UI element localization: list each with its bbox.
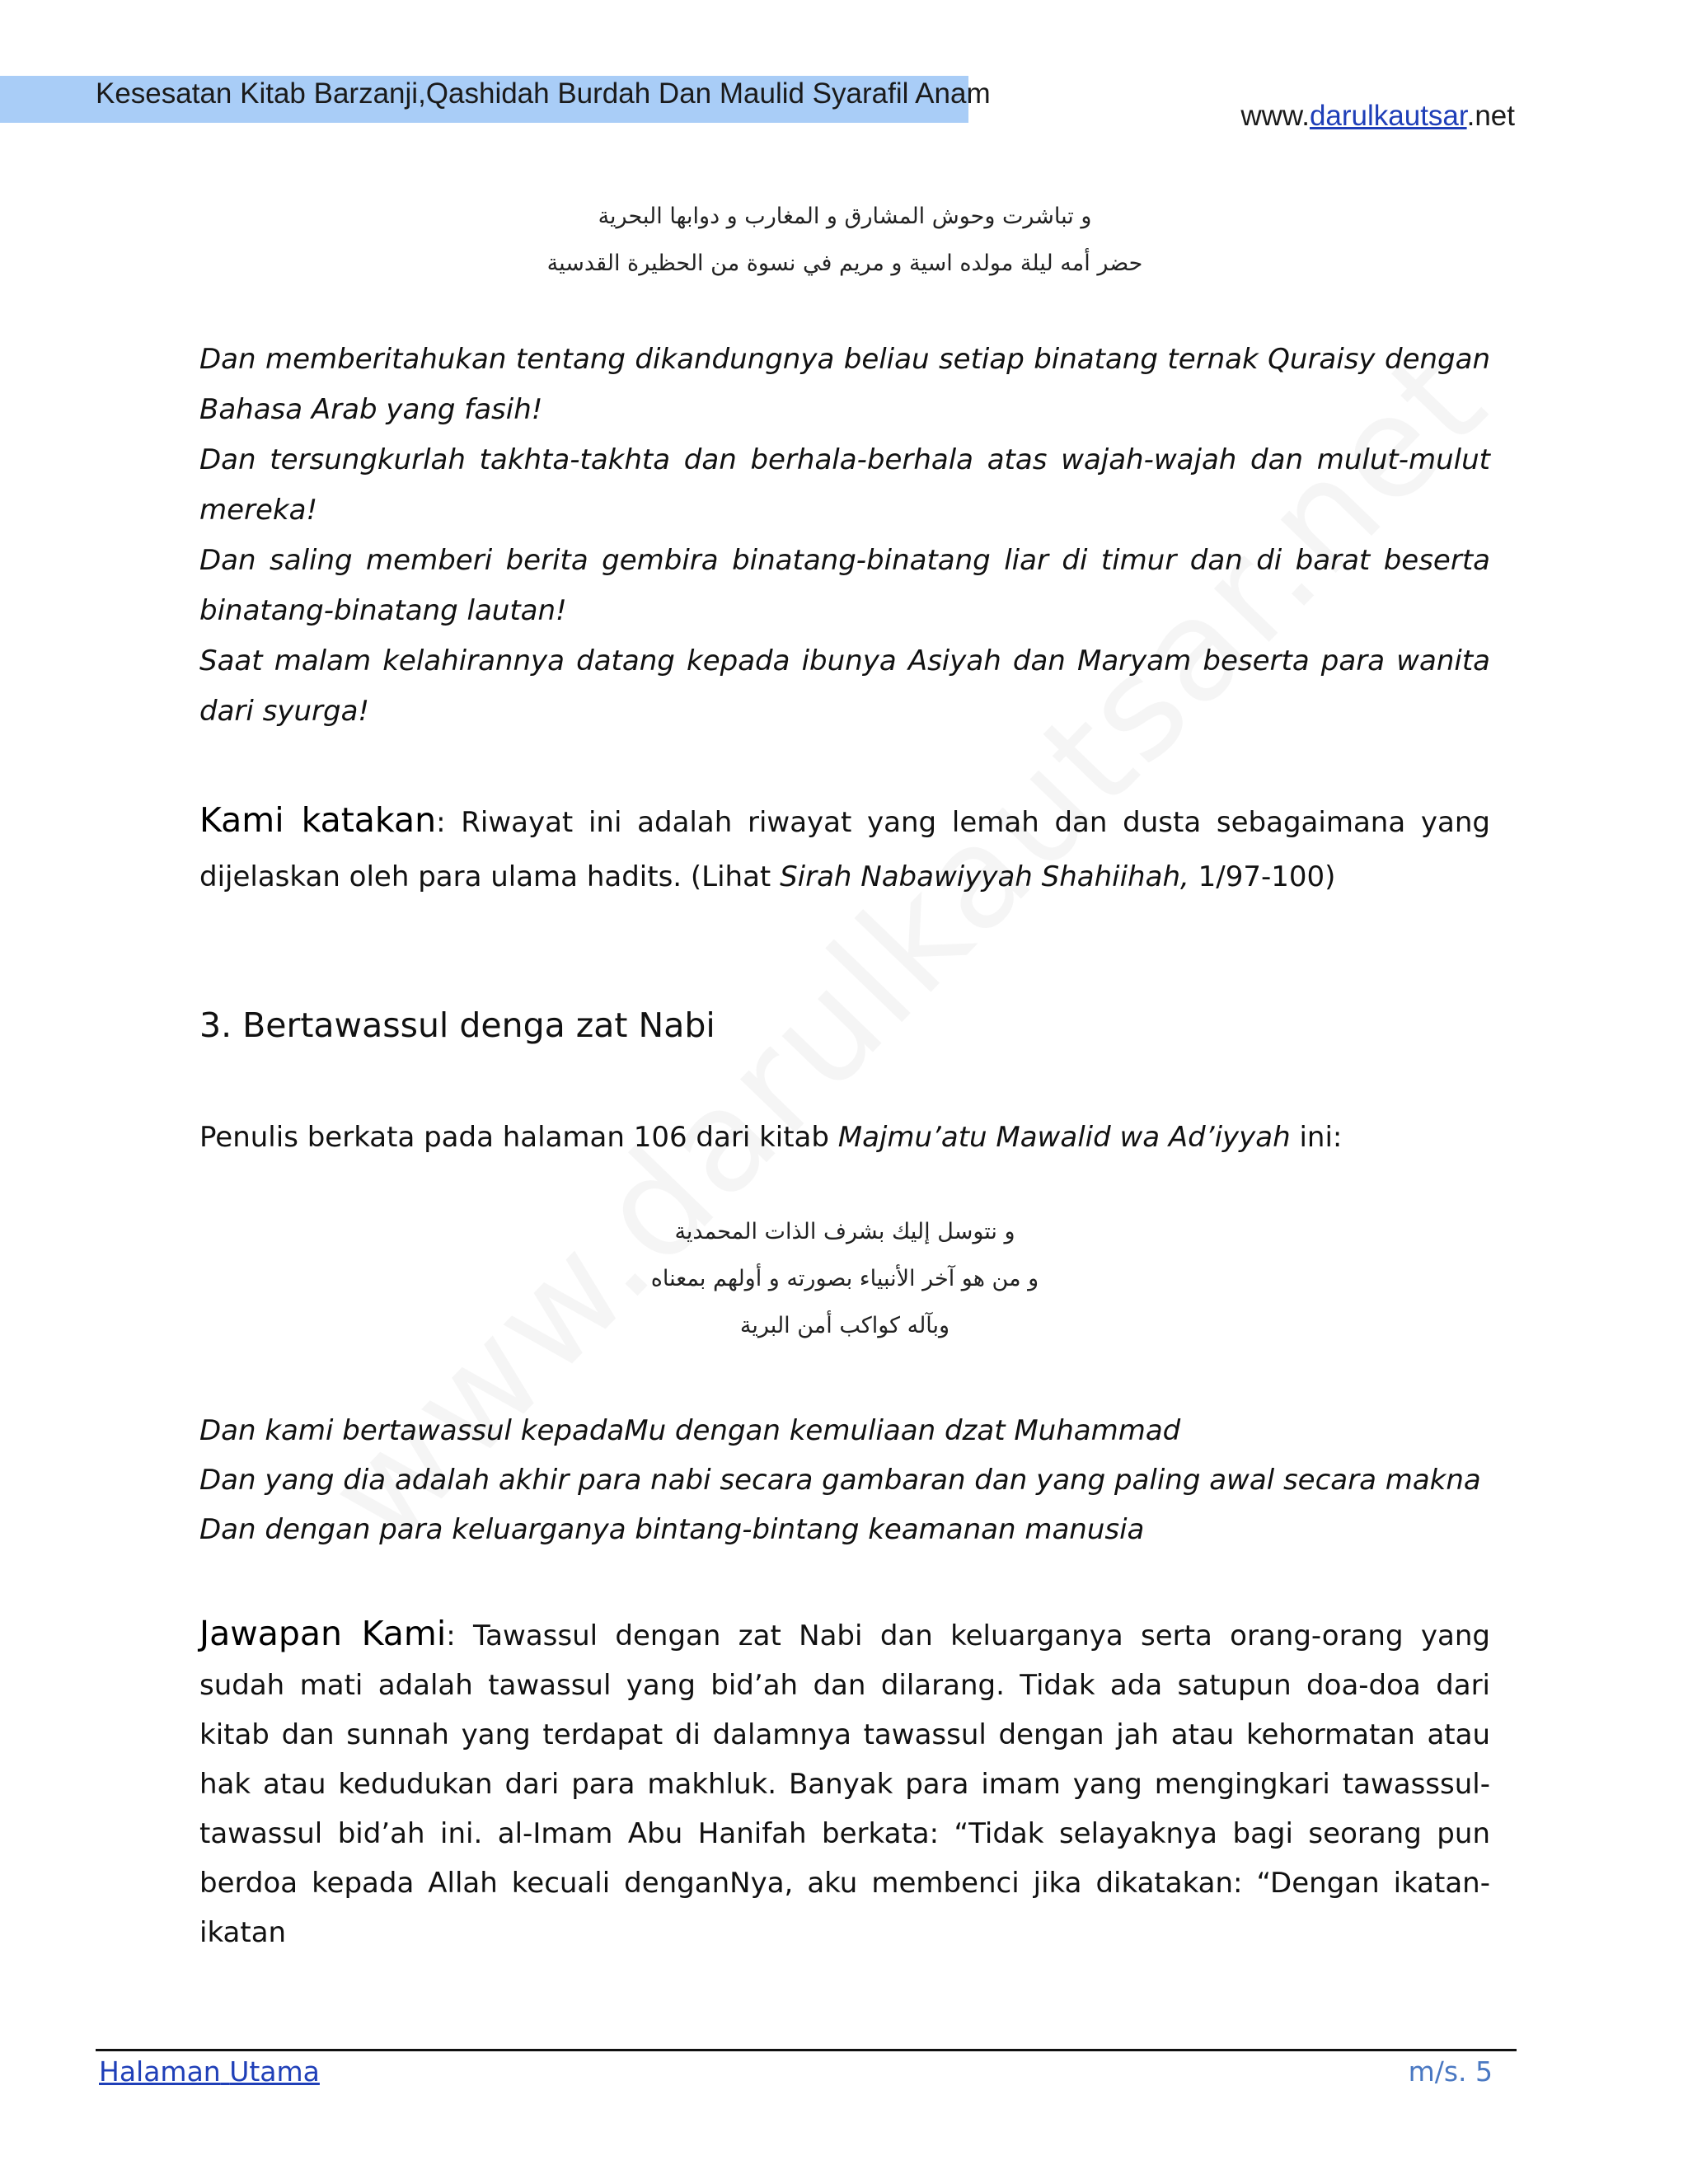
arabic-line: حضر أمه ليلة مولده اسية و مريم في نسوة من الحظيرة القدسية	[546, 251, 1143, 276]
translation-line: Dan dengan para keluarganya bintang-bintang keamanan manusia	[199, 1513, 1145, 1546]
document-title: Kesesatan Kitab Barzanji,Qashidah Burdah Dan Maulid Syarafil Anam	[96, 77, 991, 110]
comment-text: : Riwayat ini adalah riwayat yang lemah dan dusta sebagaimana yang dijelaskan oleh para ulama hadits. (Lihat	[199, 806, 1490, 893]
page-number: m/s. 5	[1408, 2055, 1493, 2088]
comment-lead: Kami katakan	[199, 800, 437, 840]
site-suffix: .net	[1466, 100, 1515, 132]
comment-paragraph-2	[199, 1609, 1490, 1957]
website-address	[1240, 100, 1515, 133]
site-prefix: www.	[1240, 100, 1310, 132]
site-link[interactable]: darulkautsar	[1309, 100, 1467, 132]
reference-title: Sirah Nabawiyyah Shahiihah,	[780, 860, 1189, 893]
home-link-word[interactable]: Utama	[229, 2055, 320, 2088]
translation-line: Dan memberitahukan tentang dikandungnya beliau setiap binatang ternak Quraisy dengan Bahasa Arab yang fasih!	[199, 343, 1490, 426]
comment-paragraph-1	[199, 793, 1490, 904]
intro-tail: ini:	[1290, 1121, 1343, 1154]
home-link-word[interactable]: Halaman	[99, 2055, 221, 2088]
reference-pages: 1/97-100)	[1189, 860, 1336, 893]
arabic-line: و تباشرت وحوش المشارق و المغارب و دوابها البحرية	[598, 204, 1092, 229]
translation-line: Dan kami bertawassul kepadaMu dengan kemuliaan dzat Muhammad	[199, 1414, 1181, 1447]
arabic-verse-block-2	[199, 1208, 1490, 1349]
arabic-line: و نتوسل إليك بشرف الذات المحمدية	[674, 1219, 1015, 1244]
translation-line: Dan tersungkurlah takhta-takhta dan berhala-berhala atas wajah-wajah dan mulut-mulut mereka!	[199, 443, 1490, 527]
translation-block-1	[199, 335, 1490, 737]
home-link[interactable]	[99, 2055, 320, 2088]
footer-divider	[96, 2049, 1517, 2051]
arabic-line: و من هو آخر الأنبياء بصورته و أولهم بمعناه	[650, 1266, 1039, 1291]
intro-paragraph	[199, 1113, 1490, 1162]
intro-text: Penulis berkata pada halaman 106 dari kitab	[199, 1121, 838, 1154]
translation-line: Dan saling memberi berita gembira binatang-binatang liar di timur dan di barat beserta binatang-binatang lautan!	[199, 544, 1490, 627]
translation-line: Dan yang dia adalah akhir para nabi secara gambaran dan yang paling awal secara makna	[199, 1464, 1481, 1497]
comment-lead: Jawapan Kami	[199, 1614, 447, 1653]
translation-block-2	[199, 1406, 1490, 1554]
arabic-line: وبآله كواكب أمن البرية	[739, 1313, 950, 1338]
arabic-verse-block-1	[199, 193, 1490, 287]
comment-text: : Tawassul dengan zat Nabi dan keluarganya serta orang-orang yang sudah mati adalah tawassul yang bid’ah dan dilarang. Tidak ada satupun doa-doa dari kitab dan sunnah yang terdapat di dalamnya tawassul dengan jah atau kehormatan atau hak atau kedudukan dari para makhluk. Banyak para imam yang mengingkari tawasssul-tawassul bid’ah ini. al-Imam Abu Hanifah berkata: “Tidak selayaknya bagi seorang pun berdoa kepada Allah kecuali denganNya, aku membenci jika dikatakan: “Dengan ikatan-ikatan	[199, 1619, 1490, 1949]
section-heading: 3. Bertawassul denga zat Nabi	[199, 1005, 715, 1045]
translation-line: Saat malam kelahirannya datang kepada ibunya Asiyah dan Maryam beserta para wanita dari syurga!	[199, 644, 1490, 728]
book-title: Majmu’atu Mawalid wa Ad’iyyah	[837, 1121, 1291, 1154]
